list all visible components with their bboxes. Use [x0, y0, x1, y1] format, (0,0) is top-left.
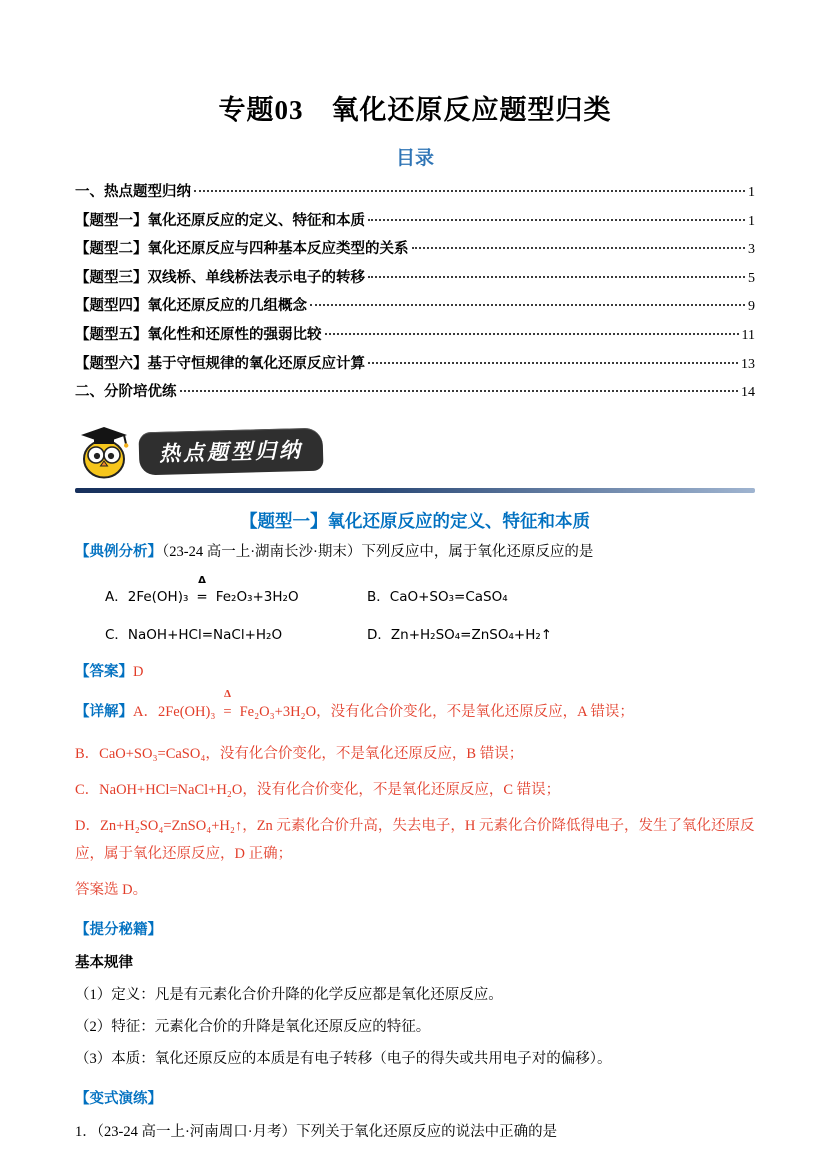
answer-value: D: [133, 663, 144, 680]
example-question: （23-24 高一上·湖南长沙·期末）下列反应中，属于氧化还原反应的是: [162, 543, 594, 560]
toc-item-type-2[interactable]: [75, 237, 755, 266]
option-d: D．Zn+H₂SO₄=ZnSO₄+H₂↑: [367, 626, 553, 643]
example-label: 【典例分析】: [75, 543, 162, 560]
delta-symbol: Δ: [198, 574, 206, 586]
toc-page-number: 9: [748, 299, 755, 315]
answer-line: [75, 658, 755, 686]
option-c: C．NaOH+HCl=NaCl+H₂O: [105, 626, 283, 643]
badge-banner-label: 热点题型归纳: [158, 438, 304, 467]
toc-page-number: 14: [741, 385, 755, 401]
badge-banner: [138, 428, 323, 476]
delta-over-equals-icon: [217, 688, 237, 726]
explanation-a-reactants: A．2Fe(OH)₃: [133, 703, 216, 720]
rule-essence: （3）本质：氧化还原反应的本质是有电子转移（电子的得失或共用电子对的偏移）。: [75, 1050, 612, 1067]
toc-page-number: 13: [741, 356, 755, 372]
option-a-reactants: A．2Fe(OH)₃: [105, 588, 189, 605]
toc-item-type-3[interactable]: [75, 266, 755, 295]
example-intro: [75, 538, 755, 566]
tips-section: [75, 916, 755, 944]
explanation-block: [75, 688, 755, 904]
option-a: [105, 574, 367, 610]
toc-leader-dots: [368, 276, 745, 278]
toc-item-label: 一、热点题型归纳: [75, 184, 191, 200]
toc-item-type-1[interactable]: [75, 209, 755, 238]
toc-item-type-4[interactable]: [75, 294, 755, 323]
explanation-line-a: [75, 688, 755, 726]
document-title: 专题03 氧化还原反应题型归类: [218, 95, 612, 125]
options-row-1: [75, 574, 755, 610]
toc-item-type-5[interactable]: [75, 323, 755, 352]
toc-item-label: 【题型三】双线桥、单线桥法表示电子的转移: [75, 269, 365, 286]
variation-section: [75, 1085, 755, 1113]
variation-question-1: 1．（23-24 高一上·河南周口·月考）下列关于氧化还原反应的说法中正确的是: [75, 1123, 558, 1140]
toc-item-label: 【题型四】氧化还原反应的几组概念: [75, 298, 307, 315]
rules-list: [75, 981, 755, 1073]
explanation-label: 【详解】: [75, 703, 133, 720]
toc-leader-dots: [368, 362, 738, 364]
section-heading: 【题型一】氧化还原反应的定义、特征和本质: [240, 510, 590, 531]
option-b: B．CaO+SO₃=CaSO₄: [367, 588, 508, 605]
toc-leader-dots: [368, 219, 745, 221]
toc-item-label: 【题型六】基于守恒规律的氧化还原反应计算: [75, 355, 365, 372]
variation-label: 【变式演练】: [75, 1090, 162, 1107]
section-divider: [75, 488, 755, 493]
owl-mascot-icon: [75, 424, 133, 480]
explanation-line-c: C．NaOH+HCl=NaCl+H₂O，没有化合价变化，不是氧化还原反应，C 错误；: [75, 781, 561, 798]
rule-definition: （1）定义：凡是有元素化合价升降的化学反应都是氧化还原反应。: [75, 986, 503, 1003]
tips-label: 【提分秘籍】: [75, 921, 162, 938]
toc-item-label: 【题型一】氧化还原反应的定义、特征和本质: [75, 212, 365, 229]
toc-leader-dots: [310, 304, 745, 306]
tips-subtitle: 基本规律: [75, 954, 133, 971]
toc-page-number: 1: [748, 213, 755, 229]
explanation-closing: 答案选 D。: [75, 881, 148, 898]
toc-item-label: 二、分阶培优练: [75, 384, 177, 401]
toc-item-label: 【题型五】氧化性和还原性的强弱比较: [75, 326, 322, 343]
toc-leader-dots: [180, 390, 739, 392]
toc-item-graded-practice[interactable]: [75, 380, 755, 409]
toc-title: 目录: [395, 148, 434, 169]
explanation-a-text: Fe₂O₃+3H₂O，没有化合价变化，不是氧化还原反应，A 错误；: [239, 703, 634, 720]
option-a-products: Fe₂O₃+3H₂O: [215, 588, 299, 605]
table-of-contents: [75, 180, 755, 409]
equals-symbol: =: [223, 703, 232, 720]
toc-page-number: 3: [748, 242, 755, 258]
toc-page-number: 11: [741, 327, 755, 343]
rule-feature: （2）特征：元素化合价的升降是氧化还原反应的特征。: [75, 1018, 431, 1035]
delta-symbol: Δ: [224, 688, 231, 701]
toc-page-number: 5: [748, 270, 755, 286]
toc-leader-dots: [194, 190, 745, 192]
toc-leader-dots: [412, 247, 746, 249]
toc-item-hotspot-summary[interactable]: [75, 180, 755, 209]
delta-over-equals-icon: [190, 574, 213, 610]
toc-leader-dots: [325, 333, 739, 335]
toc-page-number: 1: [748, 185, 755, 200]
answer-label: 【答案】: [75, 663, 133, 680]
equals-symbol: =: [196, 588, 208, 605]
explanation-line-b: B．CaO+SO₃=CaSO₄，没有化合价变化，不是氧化还原反应，B 错误；: [75, 745, 524, 762]
explanation-line-d: D．Zn+H₂SO₄=ZnSO₄+H₂↑，Zn 元素化合价升高，失去电子，H 元素化合价降低得电子，发生了氧化还原反应，属于氧化还原反应，D 正确；: [75, 817, 755, 862]
toc-item-label: 【题型二】氧化还原反应与四种基本反应类型的关系: [75, 241, 409, 258]
section-badge: [75, 423, 755, 481]
options-row-2: [75, 622, 755, 648]
toc-item-type-6[interactable]: [75, 352, 755, 381]
